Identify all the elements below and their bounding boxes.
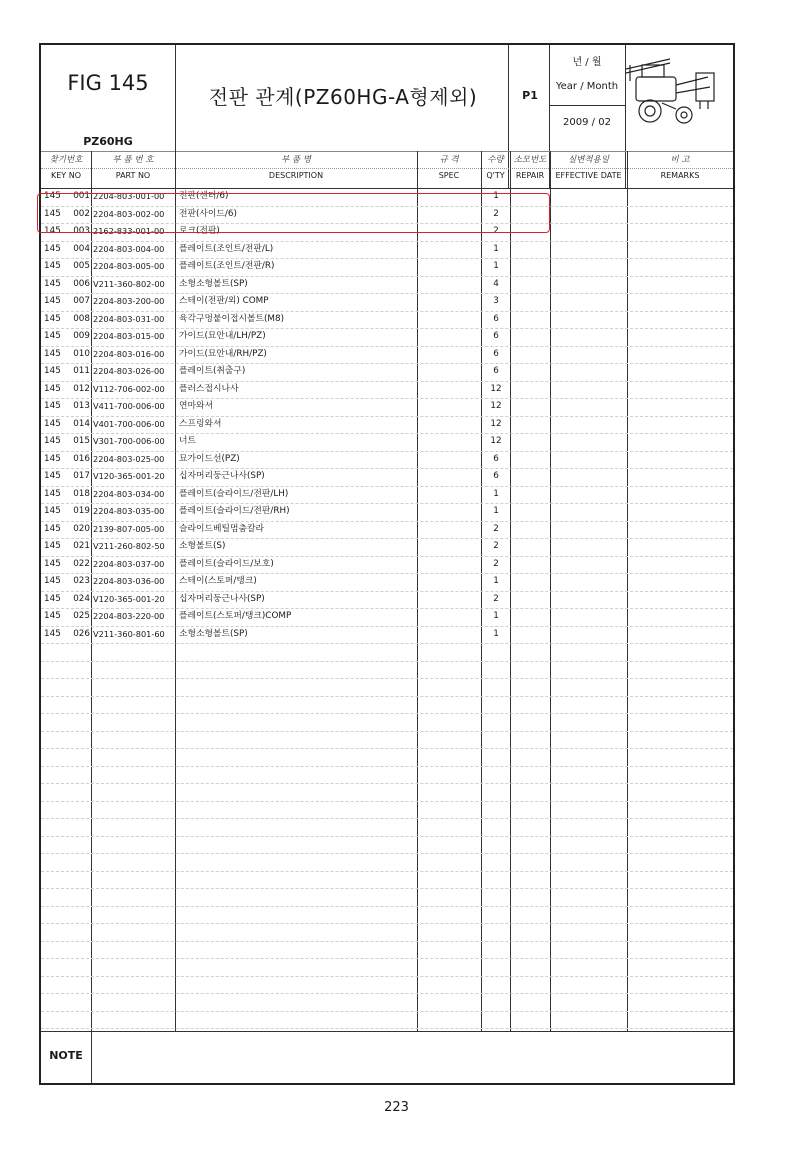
item-no: 012 <box>73 383 90 394</box>
header-divider <box>549 105 625 106</box>
key-no: 145 <box>44 558 61 569</box>
table-row <box>41 591 733 609</box>
part-number: V112-706-002-00 <box>93 383 165 394</box>
col-remarks-en: REMARKS <box>660 171 700 180</box>
quantity: 1 <box>493 261 499 271</box>
header-divider <box>41 151 733 152</box>
item-no: 015 <box>73 436 90 446</box>
quantity: 1 <box>493 628 499 639</box>
description: 전판(사이드/6) <box>179 208 237 219</box>
part-number: 2204-803-001-00 <box>93 191 165 201</box>
key-no: 145 <box>44 628 61 639</box>
table-row <box>41 381 733 399</box>
row-guide <box>41 748 733 749</box>
row-guide <box>41 1011 733 1012</box>
part-number: 2204-803-016-00 <box>93 348 165 359</box>
key-no: 145 <box>44 488 61 499</box>
item-no: 011 <box>73 366 90 376</box>
table-row <box>41 626 733 644</box>
row-guide <box>41 906 733 907</box>
row-guide <box>41 871 733 872</box>
key-no: 145 <box>44 243 61 254</box>
item-no: 020 <box>73 523 90 534</box>
part-number: 2204-803-220-00 <box>93 611 165 621</box>
col-desc-ko: 부 품 명 <box>280 155 312 165</box>
quantity: 2 <box>493 593 499 604</box>
row-guide <box>41 783 733 784</box>
part-number: 2204-803-037-00 <box>93 558 165 569</box>
part-number: 2204-803-025-00 <box>93 453 165 464</box>
item-no: 002 <box>73 208 90 219</box>
col-repair-en: REPAIR <box>515 171 545 180</box>
quantity: 12 <box>490 383 502 394</box>
row-guide <box>41 818 733 819</box>
quantity: 12 <box>490 418 502 429</box>
item-no: 009 <box>73 331 90 341</box>
description: 너트 <box>179 436 196 446</box>
table-row <box>41 363 733 381</box>
fig-number: FIG 145 <box>67 71 149 95</box>
quantity: 2 <box>493 208 499 219</box>
col-spec-en: SPEC <box>438 171 460 180</box>
part-number: 2204-803-031-00 <box>93 313 165 324</box>
quantity: 4 <box>493 278 499 289</box>
table-row <box>41 573 733 591</box>
page-number: 223 <box>384 1100 409 1115</box>
note-label: NOTE <box>49 1049 83 1062</box>
key-no: 145 <box>44 313 61 324</box>
row-guide <box>41 836 733 837</box>
description: 플레이트(취출구) <box>179 366 246 376</box>
item-no: 008 <box>73 313 90 324</box>
description: 십자머리둥근나사(SP) <box>179 471 265 481</box>
item-no: 017 <box>73 471 90 481</box>
col-desc-en: DESCRIPTION <box>268 171 324 180</box>
description: 연마와셔 <box>179 401 213 411</box>
key-no: 145 <box>44 261 61 271</box>
quantity: 2 <box>493 226 499 236</box>
key-no: 145 <box>44 191 61 201</box>
quantity: 1 <box>493 576 499 586</box>
year-month-ko: 년 / 월 <box>572 57 602 68</box>
page-title: 전판 관계(PZ60HG-A형제외) <box>208 85 478 109</box>
col-part-ko: 부 품 번 호 <box>112 155 154 165</box>
table-row <box>41 451 733 469</box>
highlight-box <box>37 193 550 233</box>
item-no: 005 <box>73 261 90 271</box>
model-label: PZ60HG <box>83 135 133 148</box>
key-no: 145 <box>44 366 61 376</box>
part-number: 2204-803-034-00 <box>93 488 165 499</box>
table-row <box>41 398 733 416</box>
part-number: V211-360-802-00 <box>93 278 165 289</box>
key-no: 145 <box>44 541 61 551</box>
col-qty-ko: 수량 <box>487 155 504 165</box>
item-no: 021 <box>73 541 90 551</box>
quantity: 6 <box>493 348 499 359</box>
issue-date: 2009 / 02 <box>563 117 611 128</box>
part-number: 2204-803-002-00 <box>93 208 165 219</box>
row-guide <box>41 1028 733 1029</box>
part-number: V211-360-801-60 <box>93 628 165 639</box>
description: 플레이트(조인트/전판/R) <box>179 261 275 271</box>
key-no: 145 <box>44 348 61 359</box>
table-row <box>41 241 733 259</box>
quantity: 2 <box>493 523 499 534</box>
col-qty-en: Q'TY <box>486 171 505 180</box>
header-divider <box>508 45 509 188</box>
quantity: 1 <box>493 191 499 201</box>
key-no: 145 <box>44 611 61 621</box>
quantity: 1 <box>493 243 499 254</box>
item-no: 018 <box>73 488 90 499</box>
item-no: 026 <box>73 628 90 639</box>
key-no: 145 <box>44 226 61 236</box>
key-no: 145 <box>44 418 61 429</box>
quantity: 1 <box>493 506 499 516</box>
quantity: 6 <box>493 453 499 464</box>
machine-illustration <box>622 55 722 131</box>
row-guide <box>41 958 733 959</box>
row-guide <box>41 696 733 697</box>
quantity: 12 <box>490 436 502 446</box>
description: 육각구멍붙이접시볼트(M8) <box>179 313 285 324</box>
item-no: 007 <box>73 296 90 306</box>
col-effective-en: EFFECTIVE DATE <box>555 171 622 180</box>
row-guide <box>41 801 733 802</box>
col-key-ko: 찾기번호 <box>49 155 83 165</box>
part-number: 2139-807-005-00 <box>93 523 165 534</box>
key-no: 145 <box>44 401 61 411</box>
description: 플러스접시나사 <box>179 383 239 394</box>
part-number: V301-700-006-00 <box>93 436 165 446</box>
quantity: 1 <box>493 611 499 621</box>
row-guide <box>41 766 733 767</box>
key-no: 145 <box>44 436 61 446</box>
key-no: 145 <box>44 593 61 604</box>
key-no: 145 <box>44 471 61 481</box>
description: 플레이트(슬라이드/전판/RH) <box>179 506 290 516</box>
table-row <box>41 258 733 276</box>
key-no: 145 <box>44 208 61 219</box>
item-no: 022 <box>73 558 90 569</box>
col-effective-ko: 실변적용일 <box>567 155 610 165</box>
key-no: 145 <box>44 523 61 534</box>
row-guide <box>41 643 733 644</box>
description: 소형소형볼트(SP) <box>179 628 248 639</box>
quantity: 6 <box>493 471 499 481</box>
key-no: 145 <box>44 576 61 586</box>
row-guide <box>41 713 733 714</box>
col-repair-ko: 소모번도 <box>513 155 547 165</box>
note-divider <box>41 1031 733 1032</box>
part-number: 2204-803-035-00 <box>93 506 165 516</box>
description: 스테이(전판/외) COMP <box>179 296 269 306</box>
quantity: 6 <box>493 331 499 341</box>
item-no: 013 <box>73 401 90 411</box>
col-remarks-ko: 비 고 <box>670 155 690 165</box>
item-no: 003 <box>73 226 90 236</box>
description: 가이드(묘안내/RH/PZ) <box>179 348 267 359</box>
part-number: 2204-803-004-00 <box>93 243 165 254</box>
description: 로크(전판) <box>179 226 220 236</box>
row-guide <box>41 853 733 854</box>
table-row <box>41 293 733 311</box>
part-number: V120-365-001-20 <box>93 471 165 481</box>
row-guide <box>41 976 733 977</box>
description: 플레이트(조인트/전판/L) <box>179 243 274 254</box>
column-header-divider <box>41 168 733 169</box>
quantity: 6 <box>493 313 499 324</box>
part-number: 2204-803-005-00 <box>93 261 165 271</box>
description: 스프링와셔 <box>179 418 222 429</box>
description: 스테이(스토퍼/탱크) <box>179 576 257 586</box>
row-guide <box>41 661 733 662</box>
description: 묘가이드선(PZ) <box>179 453 240 464</box>
item-no: 019 <box>73 506 90 516</box>
quantity: 3 <box>493 296 499 306</box>
table-row <box>41 486 733 504</box>
key-no: 145 <box>44 278 61 289</box>
page-code: P1 <box>522 89 538 102</box>
row-guide <box>41 993 733 994</box>
table-row <box>41 433 733 451</box>
quantity: 1 <box>493 488 499 499</box>
table-row <box>41 276 733 294</box>
part-number: 2204-803-026-00 <box>93 366 165 376</box>
part-number: V401-700-006-00 <box>93 418 165 429</box>
row-guide <box>41 923 733 924</box>
table-row <box>41 311 733 329</box>
description: 소형볼트(S) <box>179 541 226 551</box>
row-guide <box>41 888 733 889</box>
part-number: V211-260-802-50 <box>93 541 165 551</box>
row-guide <box>41 941 733 942</box>
description: 플레이트(스토퍼/탱크)COMP <box>179 611 292 621</box>
part-number: 2204-803-015-00 <box>93 331 165 341</box>
quantity: 12 <box>490 401 502 411</box>
description: 소형소형볼트(SP) <box>179 278 248 289</box>
key-no: 145 <box>44 453 61 464</box>
table-row <box>41 346 733 364</box>
item-no: 016 <box>73 453 90 464</box>
part-number: V411-700-006-00 <box>93 401 165 411</box>
row-guide <box>41 731 733 732</box>
item-no: 006 <box>73 278 90 289</box>
item-no: 010 <box>73 348 90 359</box>
part-number: 2162-833-001-00 <box>93 226 165 236</box>
col-key-en: KEY NO <box>50 171 81 180</box>
table-row <box>41 328 733 346</box>
quantity: 2 <box>493 558 499 569</box>
table-row <box>41 416 733 434</box>
table-row <box>41 521 733 539</box>
col-part-en: PART NO <box>115 171 151 180</box>
item-no: 024 <box>73 593 90 604</box>
table-row <box>41 503 733 521</box>
description: 플레이트(슬라이드/보호) <box>179 558 274 569</box>
item-no: 023 <box>73 576 90 586</box>
key-no: 145 <box>44 296 61 306</box>
quantity: 6 <box>493 366 499 376</box>
row-guide <box>41 678 733 679</box>
part-number: V120-365-001-20 <box>93 593 165 604</box>
table-row <box>41 538 733 556</box>
description: 전판(센터/6) <box>179 191 229 201</box>
table-row <box>41 608 733 626</box>
quantity: 2 <box>493 541 499 551</box>
note-divider <box>91 1031 92 1083</box>
table-row <box>41 556 733 574</box>
description: 가이드(묘안내/LH/PZ) <box>179 331 266 341</box>
key-no: 145 <box>44 331 61 341</box>
item-no: 014 <box>73 418 90 429</box>
col-spec-ko: 규 격 <box>439 155 459 165</box>
item-no: 001 <box>73 191 90 201</box>
year-month-en: Year / Month <box>555 81 619 92</box>
part-number: 2204-803-200-00 <box>93 296 165 306</box>
key-no: 145 <box>44 383 61 394</box>
key-no: 145 <box>44 506 61 516</box>
part-number: 2204-803-036-00 <box>93 576 165 586</box>
item-no: 025 <box>73 611 90 621</box>
table-row <box>41 468 733 486</box>
description: 슬라이드베틸멈춤칼라 <box>179 523 264 534</box>
description: 플레이트(슬라이드/전판/LH) <box>179 488 289 499</box>
item-no: 004 <box>73 243 90 254</box>
description: 십자머리둥근나사(SP) <box>179 593 265 604</box>
